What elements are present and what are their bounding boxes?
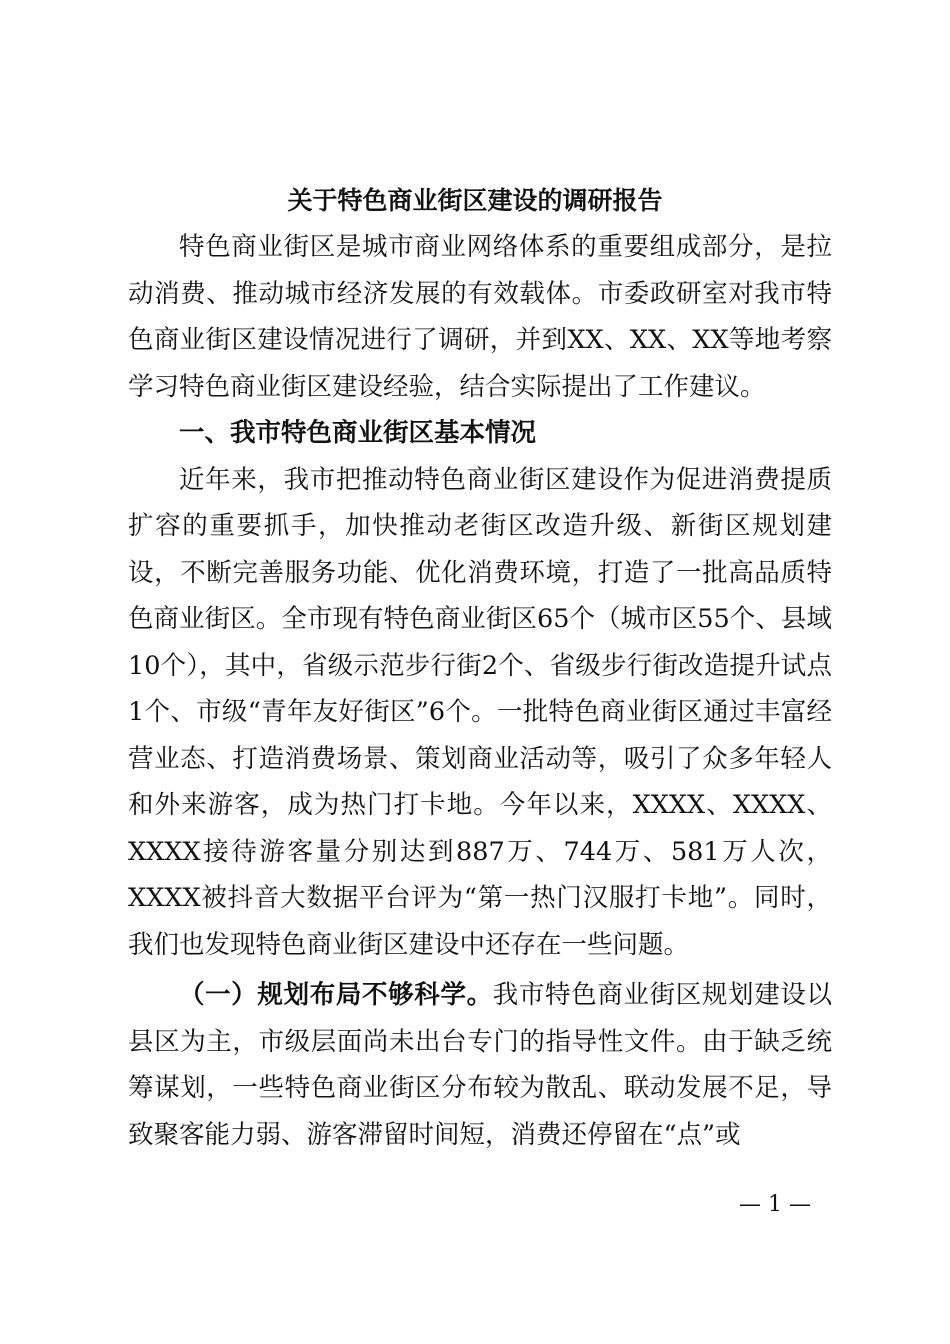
intro-paragraph: 特色商业街区是城市商业网络体系的重要组成部分，是拉动消费、推动城市经济发展的有效载体。市委政研室对我市特色商业街区建设情况进行了调研，并到XX、XX、XX等地考察学习特色商业街区建设经验，结合实际提出了工作建议。 bbox=[128, 232, 832, 402]
subsection-1-paragraph bbox=[128, 972, 832, 1158]
subsection-1-lead: （一）规划布局不够科学。 bbox=[179, 980, 493, 1010]
page-number: — 1 — bbox=[739, 1192, 811, 1217]
subsection-1-text: 我市特色商业街区规划建设以县区为主，市级层面尚未出台专门的指导性文件。由于缺乏统筹谋划，一些特色商业街区分布较为散乱、联动发展不足，导致聚客能力弱、游客滞留时间短，消费还停留在“点”或 bbox=[128, 980, 832, 1150]
document-title: 关于特色商业街区建设的调研报告 bbox=[287, 186, 663, 215]
section-1-paragraph: 近年来，我市把推动特色商业街区建设作为促进消费提质扩容的重要抓手，加快推动老街区改造升级、新街区规划建设，不断完善服务功能、优化消费环境，打造了一批高品质特色商业街区。全市现有特色商业街区65个（城市区55个、县域10个），其中，省级示范步行街2个、省级步行街改造提升试点1个、市级“青年友好街区”6个。一批特色商业街区通过丰富经营业态、打造消费场景、策划商业活动等，吸引了众多年轻人和外来游客，成为热门打卡地。今年以来，XXXX、XXXX、XXXX接待游客量分别达到887万、744万、581万人次，XXXX被抖音大数据平台评为“第一热门汉服打卡地”。同时，我们也发现特色商业街区建设中还存在一些问题。 bbox=[128, 464, 832, 960]
document-body bbox=[128, 224, 832, 1158]
section-heading-1: 一、我市特色商业街区基本情况 bbox=[179, 418, 537, 448]
